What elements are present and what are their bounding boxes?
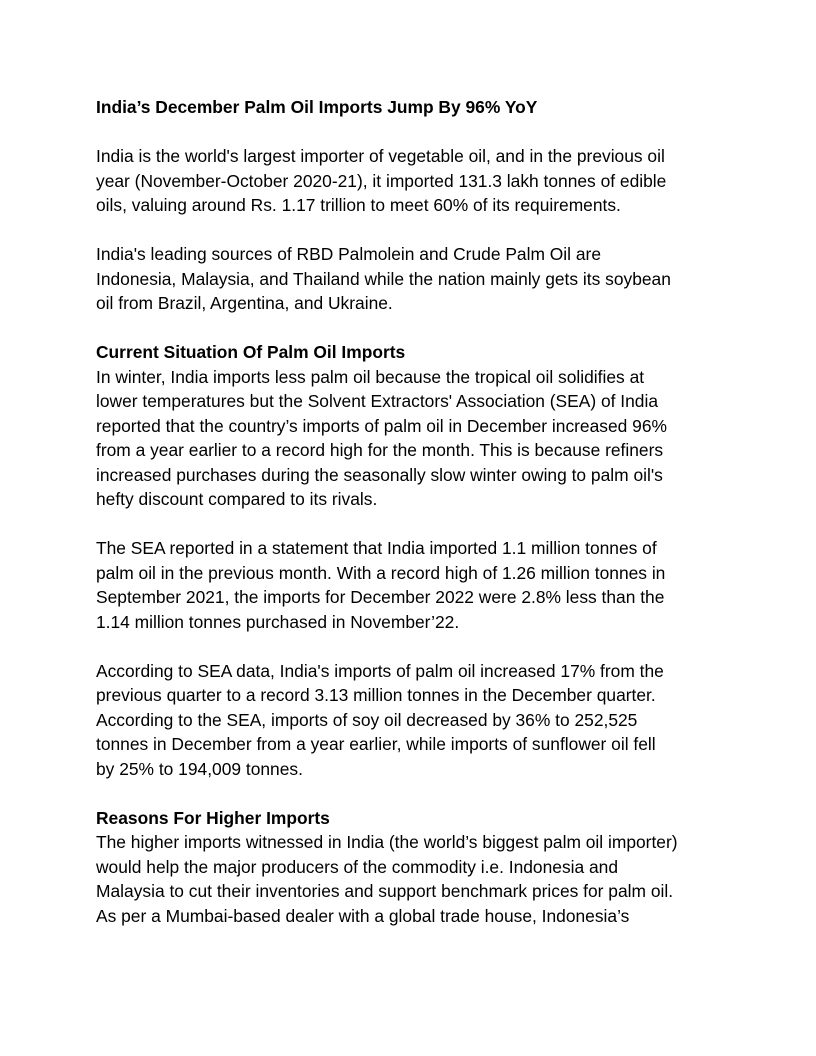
paragraph-line: oils, valuing around Rs. 1.17 trillion to meet 60% of its requirements. bbox=[96, 195, 621, 215]
spacer bbox=[96, 512, 736, 537]
spacer bbox=[96, 634, 736, 659]
spacer bbox=[96, 316, 736, 341]
paragraph-line: The higher imports witnessed in India (the world’s biggest palm oil importer) bbox=[96, 832, 678, 852]
paragraph-line: September 2021, the imports for December 2022 were 2.8% less than the bbox=[96, 587, 665, 607]
paragraph-line: As per a Mumbai-based dealer with a global trade house, Indonesia’s bbox=[96, 905, 630, 926]
spacer bbox=[96, 781, 736, 806]
paragraph-higher-imports bbox=[96, 830, 736, 928]
document-page bbox=[96, 95, 736, 928]
paragraph-line: According to SEA data, India's imports of palm oil increased 17% from the bbox=[96, 660, 664, 681]
paragraph-line: India's leading sources of RBD Palmolein and Crude Palm Oil are bbox=[96, 244, 601, 264]
paragraph-import-sources bbox=[96, 242, 736, 316]
paragraph-line: oil from Brazil, Argentina, and Ukraine. bbox=[96, 293, 393, 313]
spacer bbox=[96, 120, 736, 145]
paragraph-vegetable-oil-imports bbox=[96, 144, 736, 218]
paragraph-line: 1.14 million tonnes purchased in November’22. bbox=[96, 611, 460, 632]
paragraph-line: According to the SEA, imports of soy oil decreased by 36% to 252,525 bbox=[96, 709, 638, 730]
section-heading-reasons: Reasons For Higher Imports bbox=[96, 807, 330, 828]
paragraph-line: from a year earlier to a record high for the month. This is because refiners bbox=[96, 440, 664, 460]
paragraph-winter-imports bbox=[96, 365, 736, 512]
paragraph-line: year (November-October 2020-21), it imported 131.3 lakh tonnes of edible bbox=[96, 170, 667, 191]
document-title: India’s December Palm Oil Imports Jump By 96% YoY bbox=[96, 97, 538, 117]
paragraph-line: tonnes in December from a year earlier, while imports of sunflower oil fell bbox=[96, 734, 656, 754]
paragraph-line: previous quarter to a record 3.13 million tonnes in the December quarter. bbox=[96, 685, 656, 705]
paragraph-line: Indonesia, Malaysia, and Thailand while the nation mainly gets its soybean bbox=[96, 268, 671, 289]
paragraph-line: India is the world's largest importer of vegetable oil, and in the previous oil bbox=[96, 146, 665, 166]
paragraph-sea-data bbox=[96, 659, 736, 782]
spacer bbox=[96, 218, 736, 243]
paragraph-sea-statement bbox=[96, 536, 736, 634]
paragraph-line: would help the major producers of the commodity i.e. Indonesia and bbox=[96, 856, 619, 877]
section-heading-current-situation: Current Situation Of Palm Oil Imports bbox=[96, 342, 406, 362]
paragraph-line: Malaysia to cut their inventories and support benchmark prices for palm oil. bbox=[96, 881, 674, 901]
paragraph-line: In winter, India imports less palm oil because the tropical oil solidifies at bbox=[96, 366, 645, 387]
paragraph-line: The SEA reported in a statement that India imported 1.1 million tonnes of bbox=[96, 538, 657, 558]
paragraph-line: lower temperatures but the Solvent Extractors' Association (SEA) of India bbox=[96, 391, 659, 411]
paragraph-line: increased purchases during the seasonally slow winter owing to palm oil's bbox=[96, 464, 663, 485]
paragraph-line: palm oil in the previous month. With a record high of 1.26 million tonnes in bbox=[96, 562, 666, 583]
paragraph-line: hefty discount compared to its rivals. bbox=[96, 489, 378, 509]
paragraph-line: reported that the country’s imports of palm oil in December increased 96% bbox=[96, 415, 667, 436]
paragraph-line: by 25% to 194,009 tonnes. bbox=[96, 758, 303, 779]
